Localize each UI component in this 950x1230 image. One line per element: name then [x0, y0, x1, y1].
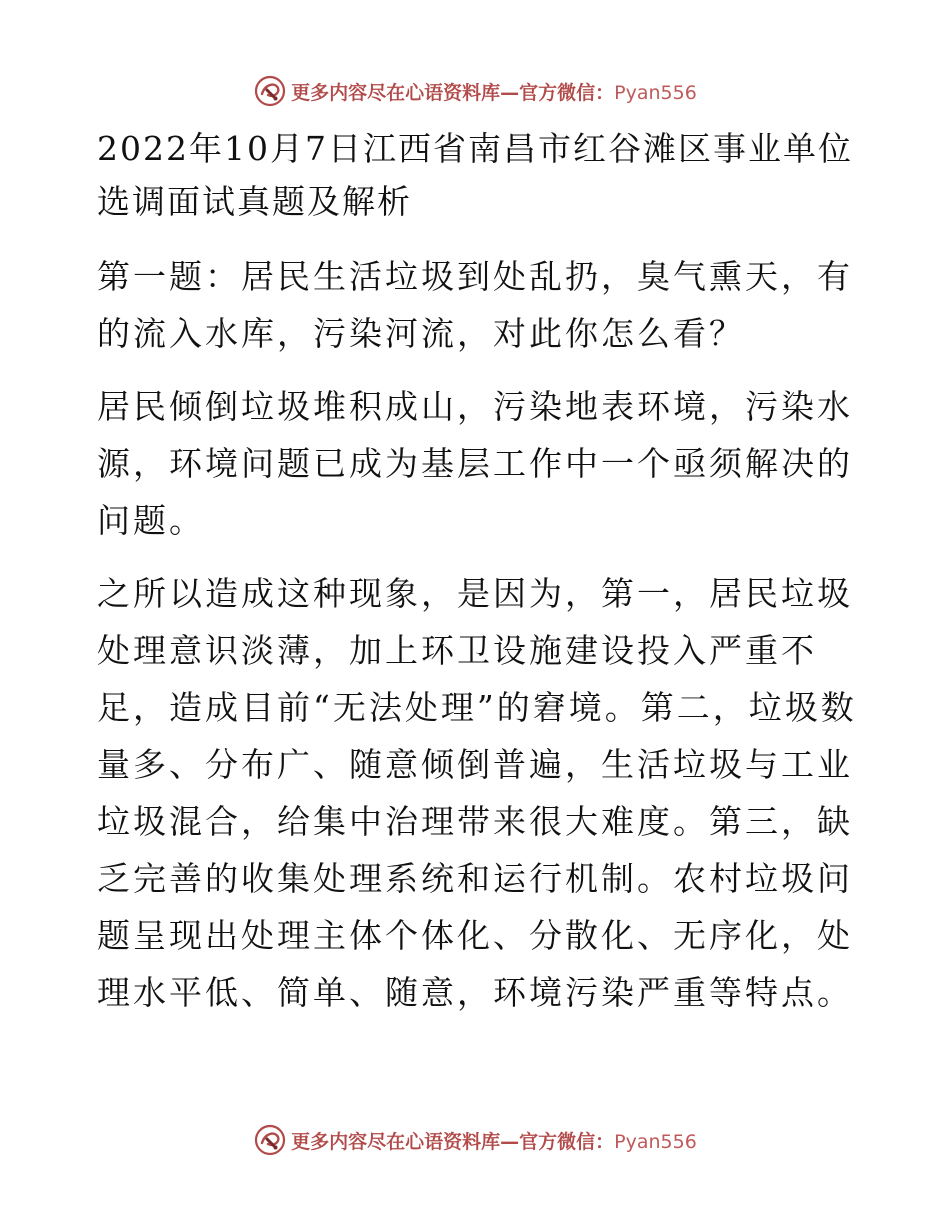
document-title: 2022年10月7日江西省南昌市红谷滩区事业单位选调面试真题及解析	[97, 129, 853, 221]
document-body	[97, 122, 857, 1021]
footer-banner	[0, 1120, 950, 1160]
header-banner	[0, 71, 950, 111]
paragraph-question: 第一题：居民生活垃圾到处乱扔，臭气熏天，有的流入水库，污染河流，对此你怎么看？	[97, 257, 853, 353]
paragraph-intro: 居民倾倒垃圾堆积成山，污染地表环境，污染水源，环境问题已成为基层工作中一个亟须解决的问题。	[97, 387, 853, 540]
footer-banner-text-cn: 更多内容尽在心语资料库—官方微信：	[291, 1130, 615, 1153]
swirl-logo-icon	[253, 1123, 287, 1157]
footer-banner-text	[291, 1127, 697, 1154]
header-banner-text	[291, 78, 697, 105]
footer-banner-wechat-id: Pyan556	[614, 1130, 697, 1153]
paragraph-causes: 之所以造成这种现象，是因为，第一，居民垃圾处理意识淡薄，加上环卫设施建设投入严重不足，造成目前“无法处理”的窘境。第二，垃圾数量多、分布广、随意倾倒普遍，生活垃圾与工业垃圾混合，给集中治理带来很大难度。第三，缺乏完善的收集处理系统和运行机制。农村垃圾问题呈现出处理主体个体化、分散化、无序化，处理水平低、简单、随意，环境污染严重等特点。	[97, 574, 857, 1012]
swirl-logo-icon	[253, 74, 287, 108]
header-banner-wechat-id: Pyan556	[614, 81, 697, 104]
header-banner-text-cn: 更多内容尽在心语资料库—官方微信：	[291, 81, 615, 104]
